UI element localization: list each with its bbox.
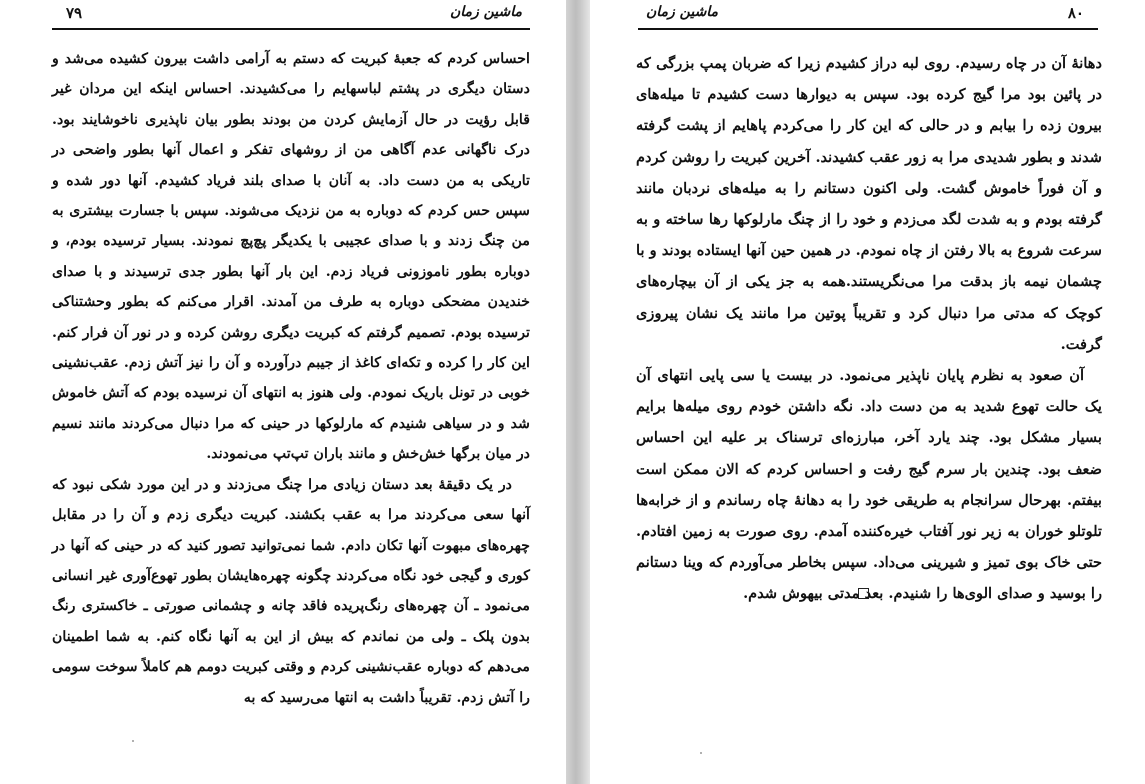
page-79: [0, 0, 566, 784]
paragraph: احساس کردم که جعبهٔ کبریت که دستم به آرامی داشت بیرون کشیده می‌شد و دستان دیگری در پشتم لباسهایم را می‌کشیدند. احساس اینکه این مردان غیر قابل رؤیت در حال آزمایش کردن من بودند بطور بیان ناپذیری ناخوشایند بود. درک ناگهانی عدم آگاهی من از روشهای تفکر و اعمال آنها بطور واضحی در تاریکی به من دست داد. به آنان با صدای بلند فریاد کشیدم. آنها دور شده و سپس حس کردم که دوباره به من نزدیک می‌شوند. سپس با جسارت بیشتری به من چنگ زدند و با صدای عجیبی با یکدیگر پچ‌پچ نمودند. بسیار ترسیده بودم، و دوباره بطور ناموزونی فریاد زدم. این بار آنها بطور جدی ترسیدند و با صدای خندیدن مضحکی دوباره به طرف من آمدند. اقرار می‌کنم که بطور وحشتناکی ترسیده بودم. تصمیم گرفتم که کبریت دیگری روشن کرده و در نور آن فرار کنم. این کار را کرده و تکه‌ای کاغذ از جیبم درآورده و آن را نیز آتش زدم. عقب‌نشینی خوبی در تونل باریک نمودم. ولی هنوز به انتهای آن نرسیده بودم که آتش خاموش شد و در سیاهی شنیدم که مارلوکها در حینی که مرا دنبال می‌کردند مانند نسیم در میان برگها خش‌خش و مانند باران تپ‌تپ می‌نمودند.: [52, 51, 530, 463]
page-body: [636, 48, 1102, 610]
page-body: [52, 44, 530, 713]
end-of-chapter-mark: [858, 588, 869, 599]
page-number: ۷۹: [66, 4, 83, 22]
paragraph: در یک دقیقهٔ بعد دستان زیادی مرا چنگ می‌زدند و در این مورد شکی نبود که آنها سعی می‌کردند مرا به عقب بکشند. کبریت دیگری زدم و آن را در مقابل چهره‌های مبهوت آنها تکان دادم. شما نمی‌توانید تصور کنید که در حینی که آنها در کوری و گیجی خود نگاه می‌کردند چگونه چهره‌هایشان بطور تهوع‌آوری غیر انسانی می‌نمود ـ آن چهره‌های رنگ‌پریده فاقد چانه و چشمانی صورتی ـ خاکستری رنگ بدون پلک ـ ولی من نماندم که بیش از این به آنها نگاه کنم. به شما اطمینان می‌دهم که دوباره عقب‌نشینی کردم و وقتی کبریت دومم هم کاملاً سوخت سومی را آتش زدم. تقریباً داشت به انتها می‌رسید که به: [52, 476, 530, 706]
page-80: [590, 0, 1145, 784]
page-header: [638, 0, 1098, 30]
paragraph: دهانهٔ آن در چاه رسیدم. روی لبه دراز کشیدم زیرا که ضربان پمپ بزرگی که در پائین بود مرا گیج کرده بود. سپس به دیوارها دست کشیدم تا میله‌های بیرون زده را بیابم و در حالی که این کار را می‌کردم پاهایم از پشت گرفته شدند و بطور شدیدی مرا به زور عقب کشیدند. آخرین کبریت را روشن کردم و آن فوراً خاموش گشت. ولی اکنون دستانم را به میله‌های نردبان مانند گرفته بودم و به شدت لگد می‌زدم و خود را از چنگ مارلوکها رها ساخته و به سرعت شروع به بالا رفتن از چاه نمودم. در همین حین آنها ایستاده بودند و با چشمان نیمه باز بدقت مرا می‌نگریستند.همه به جز یکی از آن بیچاره‌های کوچک که مدتی مرا دنبال کرد و تقریباً پوتین مرا مانند یک نشان پیروزی گرفت.: [636, 55, 1102, 353]
page-gutter: [566, 0, 590, 784]
running-title: ماشین زمان: [449, 4, 522, 20]
scan-speck: [700, 752, 702, 754]
running-title: ماشین زمان: [646, 4, 719, 20]
scan-speck: [132, 740, 134, 742]
paragraph: آن صعود به نظرم پایان ناپذیر می‌نمود. در بیست یا سی پایی انتهای آن یک حالت تهوع شدید به من دست داد. نگه داشتن خودم روی میله‌ها برایم بسیار مشکل بود. چند یارد آخر، مبارزه‌ای ترسناک بر علیه این احساس ضعف بود. چندین بار سرم گیج رفت و احساس کردم که الان ممکن است بیفتم. بهرحال سرانجام به طریقی خود را به دهانهٔ چاه رساندم و از خرابه‌ها تلوتلو خوران به زیر نور آفتاب خیره‌کننده آمدم. روی صورت به زمین افتادم. حتی خاک بوی تمیز و شیرینی می‌داد. سپس بخاطر می‌آوردم که وینا دستانم را بوسید و صدای الوی‌ها را شنیدم. بعد مدتی بیهوش شدم.: [636, 367, 1102, 603]
page-number: ۸۰: [1067, 4, 1084, 22]
page-header: [52, 0, 530, 30]
